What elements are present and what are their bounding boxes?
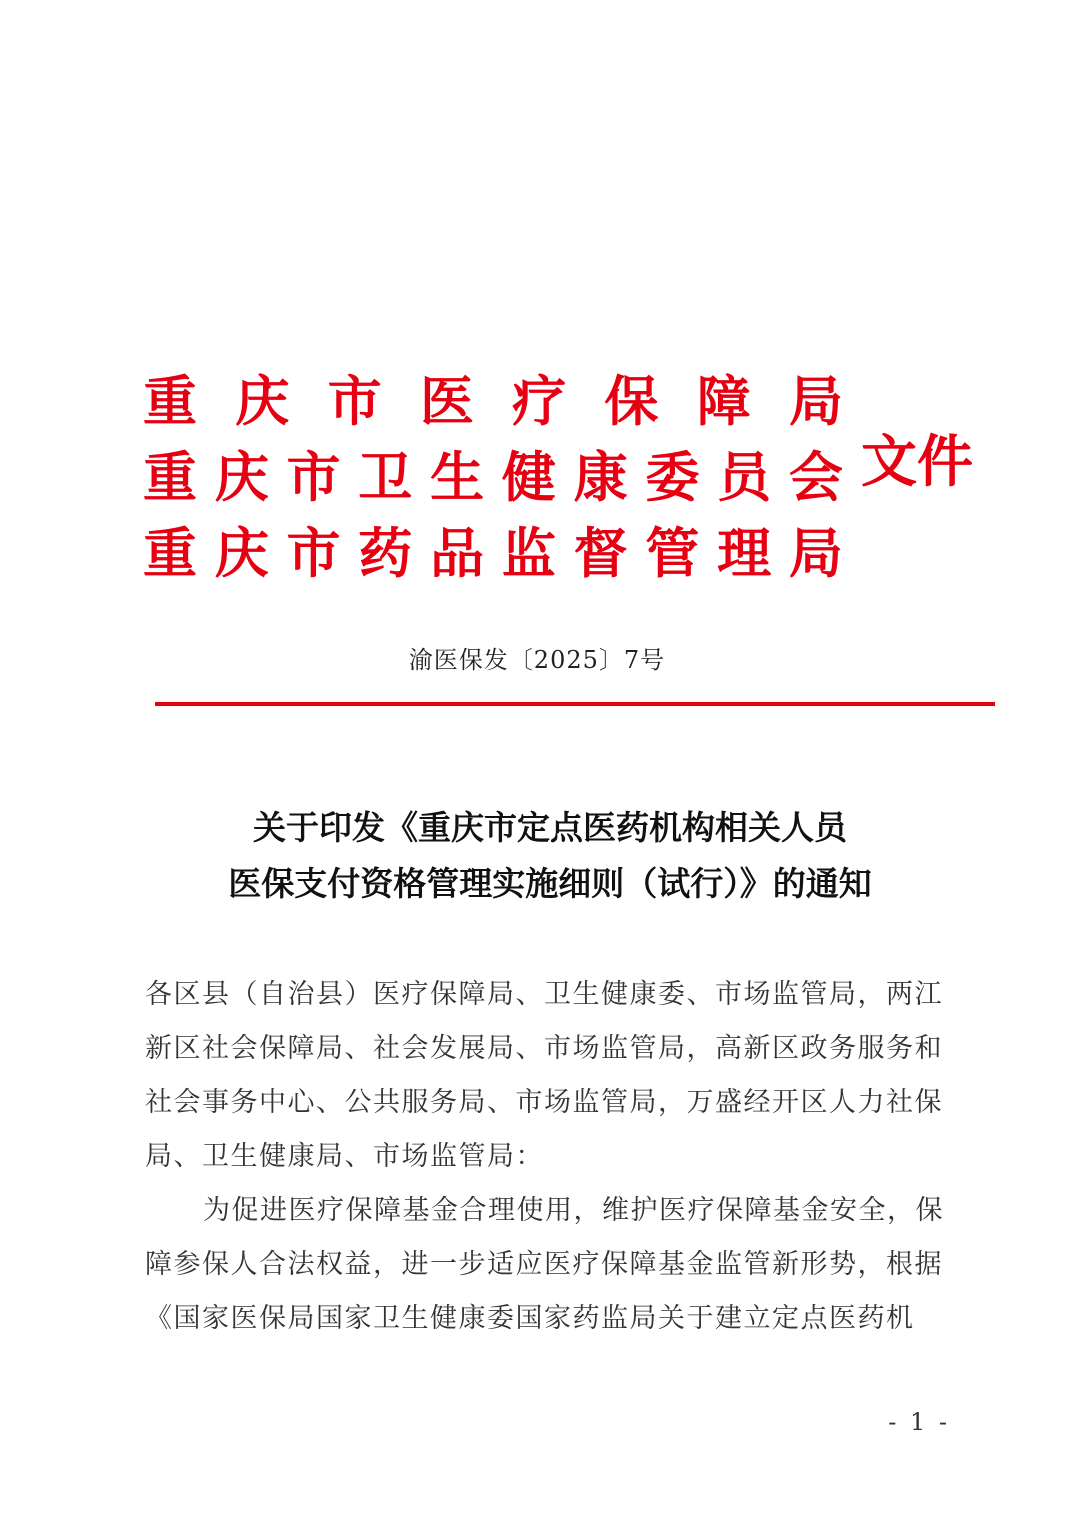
issuer-char: 生: [430, 445, 485, 509]
issuer-char: 重: [143, 521, 197, 585]
document-number: 渝医保发〔2025〕7号: [408, 646, 666, 674]
issuer-char: 庆: [214, 521, 269, 585]
issuer-name-drug-administration: [143, 522, 843, 584]
title-line: 医保支付资格管理实施细则（试行）》的通知: [228, 864, 872, 903]
issuer-char: 会: [788, 445, 843, 509]
issuer-char: 局: [788, 521, 843, 585]
body-line: 为促进医疗保障基金合理使用，维护医疗保障基金安全，保: [203, 1195, 944, 1226]
issuer-char: 市: [327, 369, 382, 433]
issuer-char: 局: [788, 369, 843, 433]
issuer-char: 重: [143, 445, 197, 509]
issuer-char: 药: [358, 521, 413, 585]
document-body: [145, 968, 945, 1346]
document-suffix: 文件: [861, 429, 973, 495]
body-line: 各区县（自治县）医疗保障局、卫生健康委、市场监管局，两江: [145, 979, 943, 1010]
issuer-char: 理: [717, 521, 772, 585]
body-line: 障参保人合法权益，进一步适应医疗保障基金监管新形势，根据: [145, 1249, 943, 1280]
issuer-header: [143, 358, 983, 588]
issuer-char: 庆: [214, 445, 269, 509]
issuer-char: 疗: [512, 369, 567, 433]
title-line: 关于印发《重庆市定点医药机构相关人员: [253, 808, 847, 847]
issuer-char: 督: [573, 521, 628, 585]
body-line: 社会事务中心、公共服务局、市场监管局，万盛经开区人力社保: [145, 1087, 943, 1118]
body-line: 新区社会保障局、社会发展局、市场监管局，高新区政务服务和: [145, 1033, 943, 1064]
issuer-char: 重: [143, 369, 197, 433]
issuer-char: 健: [501, 445, 556, 509]
issuer-name-medical-security-bureau: [143, 370, 843, 432]
issuer-char: 康: [573, 445, 628, 509]
issuer-char: 卫: [358, 445, 413, 509]
issuer-char: 委: [645, 445, 700, 509]
issuer-char: 市: [286, 521, 341, 585]
body-line: 局、卫生健康局、市场监管局：: [145, 1141, 544, 1172]
issuer-char: 管: [645, 521, 700, 585]
issuer-char: 庆: [235, 369, 290, 433]
issuer-name-health-commission: [143, 446, 843, 508]
document-title: [130, 800, 970, 912]
issuer-char: 员: [717, 445, 772, 509]
issuer-char: 医: [419, 369, 474, 433]
body-line: 《国家医保局国家卫生健康委国家药监局关于建立定点医药机: [145, 1303, 915, 1334]
page-number: - 1 -: [888, 1408, 950, 1436]
issuer-char: 保: [604, 369, 659, 433]
issuer-char: 品: [430, 521, 485, 585]
issuer-char: 障: [696, 369, 751, 433]
issuer-char: 监: [501, 521, 556, 585]
red-divider: [155, 702, 995, 706]
issuer-char: 市: [286, 445, 341, 509]
